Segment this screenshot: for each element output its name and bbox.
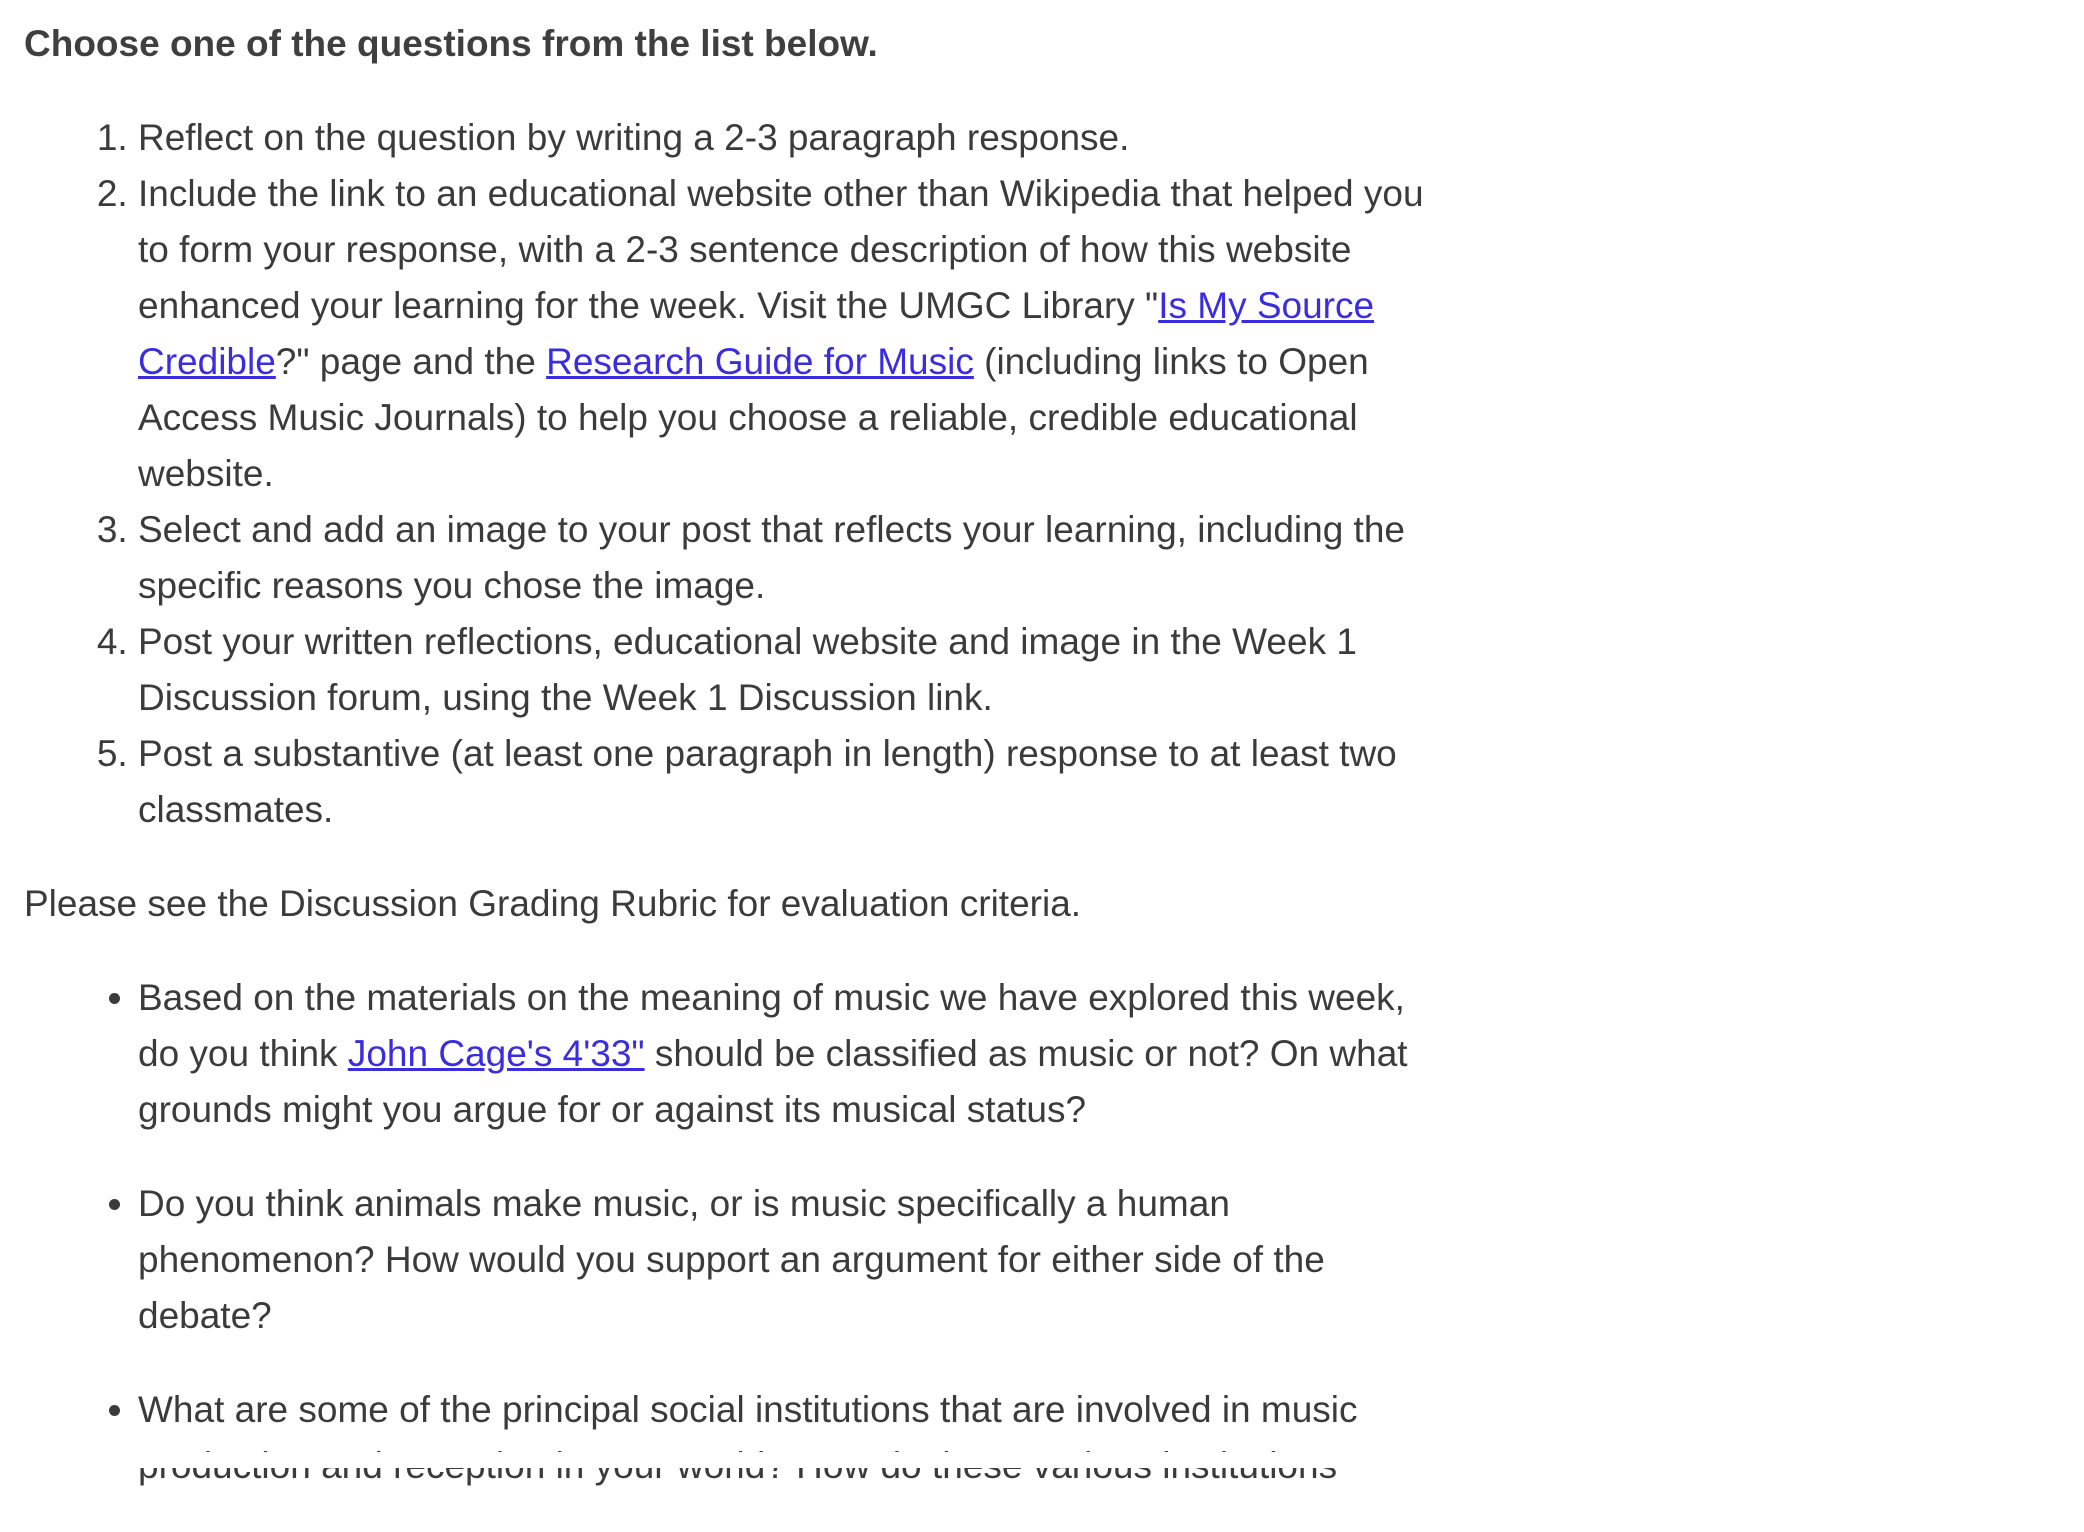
instructions-list [24,110,1444,838]
question-item-1 [138,970,1444,1138]
question-text: should be classified as music or not? On what grounds might you argue for or against its musical status? [138,1033,1408,1130]
instruction-item-5: 5. Post a substantive (at least one paragraph in length) response to at least two classmates. [138,726,1444,838]
page-heading: Choose one of the questions from the list below. [24,23,878,64]
question-item-3: • What are some of the principal social institutions that are involved in music [138,1382,1444,1494]
questions-list [24,970,1444,1494]
instruction-item-1: 1. Reflect on the question by writing a 2-3 paragraph response. [138,110,1444,166]
instruction-text: ?" page and the [275,341,547,382]
is-my-source-credible-link[interactable]: Is My Source Credible [138,285,1375,382]
assignment-content [24,0,1444,1532]
research-guide-for-music-link[interactable]: Research Guide for Music [546,341,974,382]
instruction-text: (including links to Open Access Music Journals) to help you choose a reliable, credible educational website. [138,341,1369,494]
instruction-item-2 [138,166,1444,502]
john-cage-433-link[interactable]: John Cage's 4'33" [347,1033,645,1074]
rubric-note: Please see the Discussion Grading Rubric for evaluation criteria. [24,883,1082,924]
instruction-item-3: 3. Select and add an image to your post that reflects your learning, including the specific reasons you chose the image. [138,502,1444,614]
instruction-text: Include the link to an educational website other than Wikipedia that helped you to form your response, with a 2-3 sentence description of how this website enhanced your learning for the week. Visit the UMGC Library " [138,173,1424,326]
viewport-bottom-edge [0,1452,2084,1468]
instruction-item-4: 4. Post your written reflections, educational website and image in the Week 1 Discussion forum, using the Week 1 Discussion link. [138,614,1444,726]
question-text: Based on the materials on the meaning of music we have explored this week, do you think [138,977,1405,1074]
question-item-2: • Do you think animals make music, or is music specifically a human phenomenon? How would you support an argument for either side of the debate? [138,1176,1444,1344]
